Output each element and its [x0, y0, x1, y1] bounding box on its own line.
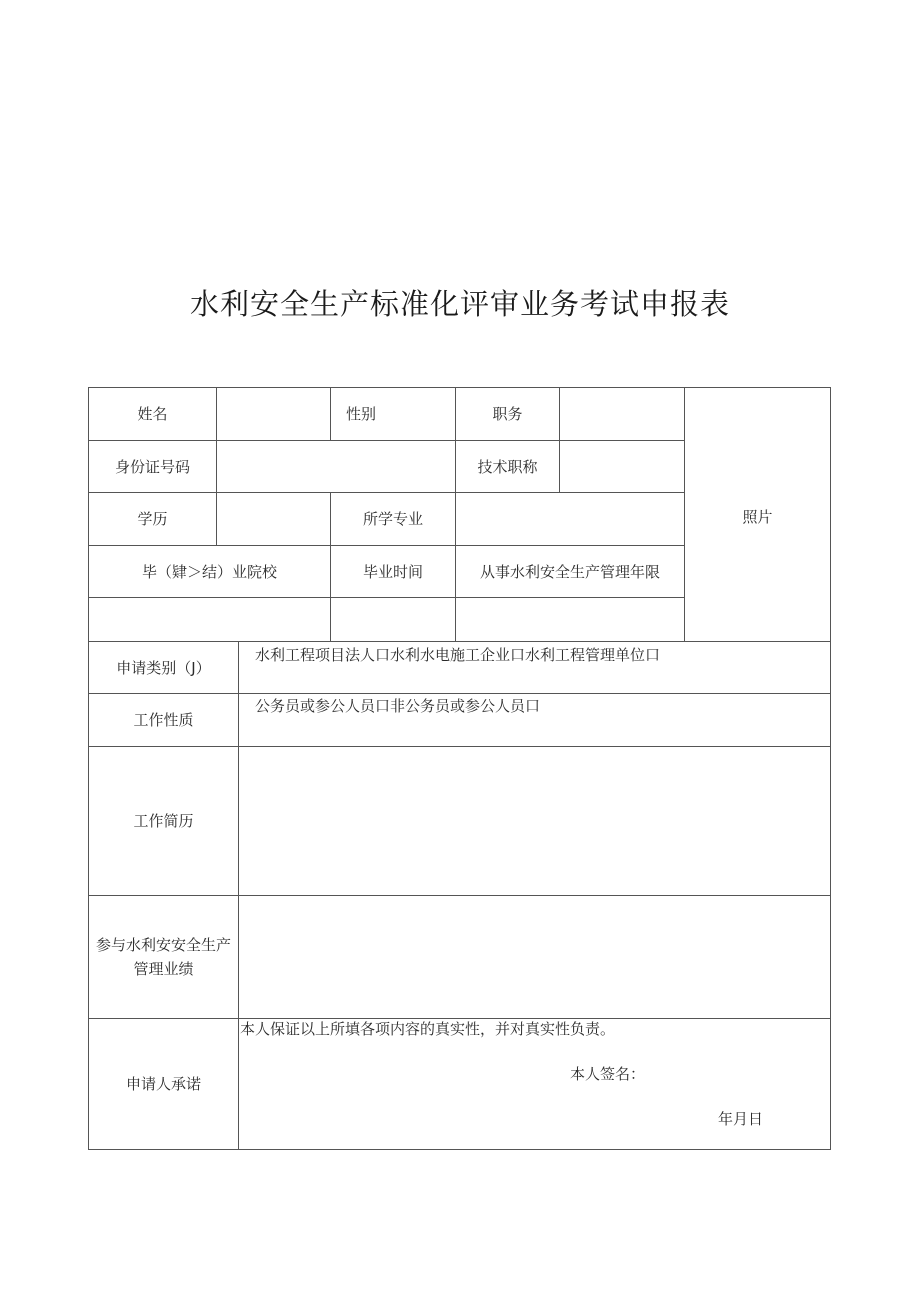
- performance-label: [89, 896, 238, 1018]
- performance-label-line2: 管理业绩: [133, 960, 194, 978]
- years-field[interactable]: [456, 598, 684, 641]
- category-options[interactable]: 水利工程项目法人口水利水电施工企业口水利工程管理单位口: [255, 646, 661, 664]
- education-field[interactable]: [217, 493, 330, 545]
- performance-field[interactable]: [239, 896, 830, 1018]
- date-label: 年月日: [718, 1110, 764, 1128]
- major-field[interactable]: [456, 493, 684, 545]
- table-line: [830, 387, 831, 1150]
- major-label: 所学专业: [362, 510, 423, 528]
- education-label: 学历: [137, 510, 168, 528]
- photo-label: 照片: [742, 507, 773, 526]
- pledge-text: 本人保证以上所填各项内容的真实性，并对真实性负责。: [240, 1020, 616, 1038]
- id-number-label: 身份证号码: [114, 457, 190, 476]
- position-label: 职务: [492, 405, 523, 423]
- name-field[interactable]: [217, 388, 330, 440]
- photo-box[interactable]: [685, 388, 830, 641]
- table-line: [88, 1149, 831, 1150]
- name-label: 姓名: [137, 405, 168, 423]
- table-line: [238, 641, 239, 1149]
- category-label: 申请类别（J）: [116, 658, 211, 677]
- pledge-label: 申请人承诺: [125, 1075, 201, 1093]
- tech-title-field[interactable]: [560, 441, 684, 492]
- performance-label-line1: 参与水利安安全生产: [95, 936, 231, 954]
- position-field[interactable]: [560, 388, 684, 440]
- tech-title-label: 技术职称: [477, 457, 538, 476]
- signature-label: 本人签名：: [570, 1065, 646, 1083]
- years-label: 从事水利安全生产管理年限: [479, 562, 660, 581]
- graduate-school-label: 毕（肄＞结）业院校: [141, 562, 277, 581]
- document-title: 水利安全生产标准化评审业务考试申报表: [189, 287, 730, 321]
- resume-label: 工作简历: [133, 812, 194, 830]
- work-nature-options[interactable]: 公务员或参公人员口非公务员或参公人员口: [255, 697, 541, 715]
- graduation-time-field[interactable]: [331, 598, 455, 641]
- work-nature-label: 工作性质: [133, 711, 194, 729]
- resume-field[interactable]: [239, 747, 830, 895]
- id-number-field[interactable]: [217, 441, 455, 492]
- graduate-school-field[interactable]: [89, 598, 330, 641]
- gender-label: 性别: [346, 405, 377, 423]
- table-line: [330, 387, 331, 440]
- graduation-time-label: 毕业时间: [362, 562, 423, 581]
